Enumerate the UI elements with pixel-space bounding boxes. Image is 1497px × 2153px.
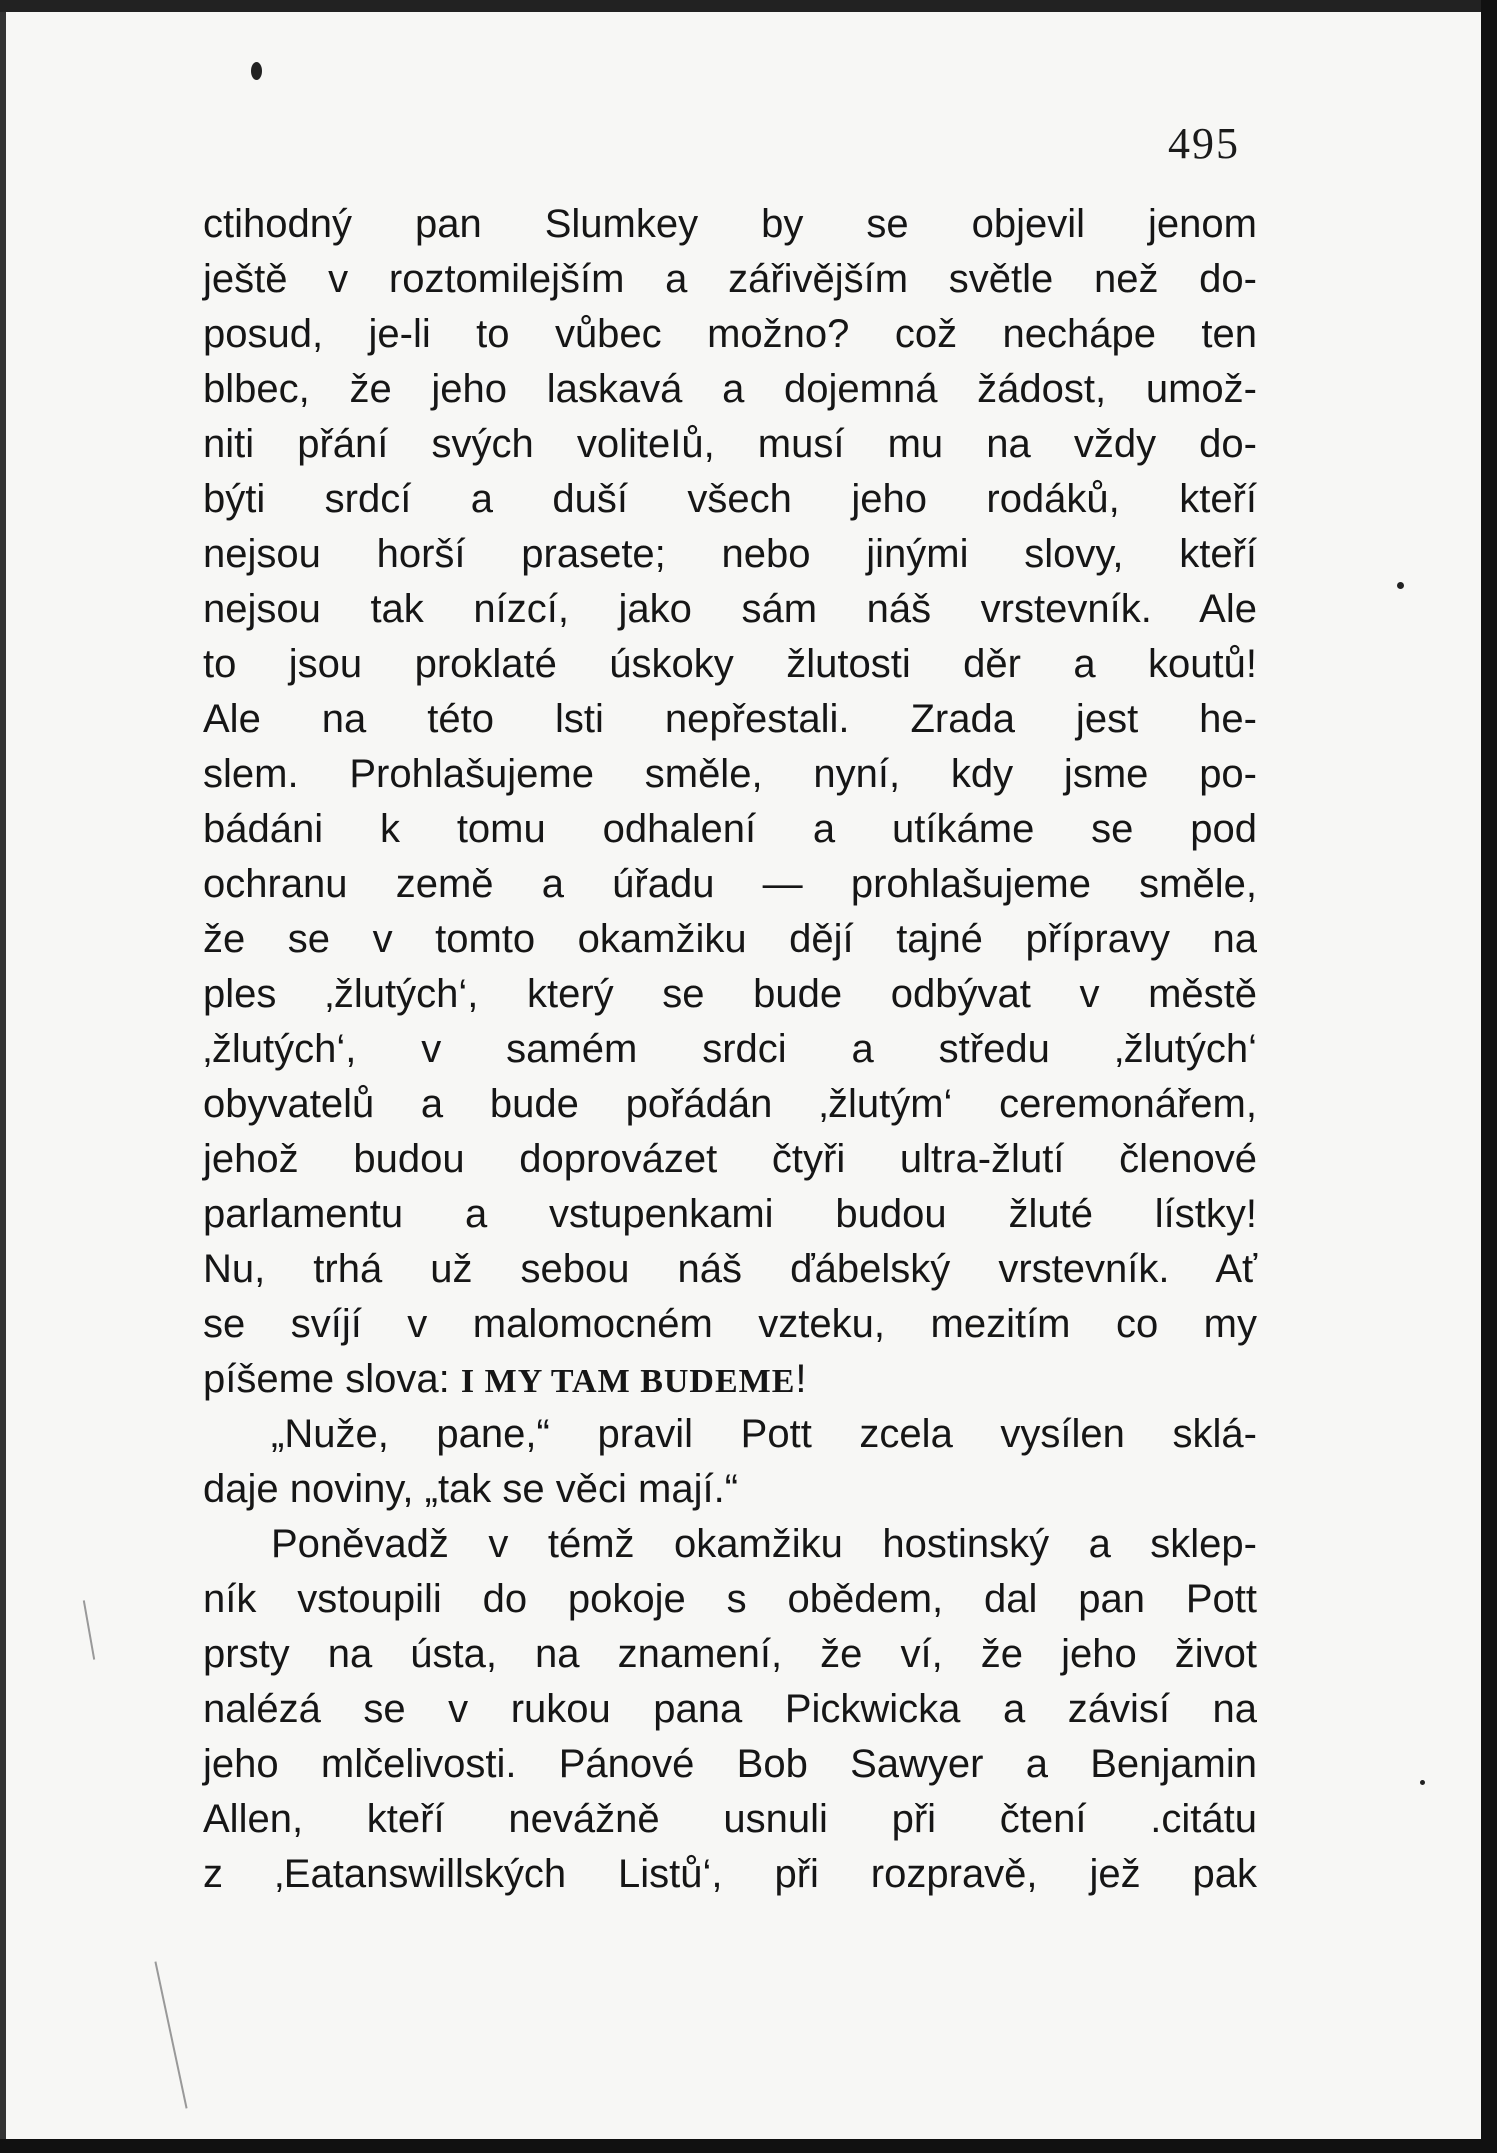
text-line: to jsou proklaté úskoky žlutosti děr a koutů!: [203, 642, 1257, 686]
text-line: ochranu země a úřadu — prohlašujeme směle,: [203, 862, 1257, 906]
scan-crease: [83, 1600, 95, 1659]
text-line: Allen, kteří nevážně usnuli při čtení .citátu: [203, 1797, 1257, 1841]
scan-speck: [1397, 582, 1404, 589]
text-line: se svíjí v malomocném vzteku, mezitím co my: [203, 1302, 1257, 1346]
text-line: Nu, trhá už sebou náš ďábelský vrstevník. Ať: [203, 1247, 1257, 1291]
text-line: „Nuže, pane,“ pravil Pott zcela vysílen sklá-: [271, 1412, 1257, 1456]
text-line: Ale na této lsti nepřestali. Zrada jest he-: [203, 697, 1257, 741]
text-line: býti srdcí a duší všech jeho rodáků, kteří: [203, 477, 1257, 521]
text-segment: píšeme slova:: [203, 1357, 461, 1401]
scan-right-edge: [1481, 0, 1497, 2153]
text-line: ník vstoupili do pokoje s obědem, dal pan Pott: [203, 1577, 1257, 1621]
text-segment: !: [795, 1357, 807, 1401]
body-text: [203, 197, 1257, 1902]
text-line: z ‚Eatanswillských Listů‘, při rozpravě, jež pak: [203, 1852, 1257, 1896]
scan-bottom-edge: [0, 2139, 1497, 2153]
text-line: jehož budou doprovázet čtyři ultra-žlutí členové: [203, 1137, 1257, 1181]
scan-top-edge: [0, 0, 1486, 12]
text-line: blbec, že jeho laskavá a dojemná žádost, umož-: [203, 367, 1257, 411]
text-line: bádáni k tomu odhalení a utíkáme se pod: [203, 807, 1257, 851]
scan-speck: [1420, 1780, 1425, 1785]
text-line: daje noviny, „tak se věci mají.“: [203, 1467, 739, 1511]
text-line: nejsou horší prasete; nebo jinými slovy, kteří: [203, 532, 1257, 576]
text-line: ještě v roztomilejším a zářivějším světle než do-: [203, 257, 1257, 301]
text-line: jeho mlčelivosti. Pánové Bob Sawyer a Benjamin: [203, 1742, 1257, 1786]
text-line: prsty na ústa, na znamení, že ví, že jeho život: [203, 1632, 1257, 1676]
scan-crease: [154, 1961, 187, 2108]
text-line: niti přání svých voliteIů, musí mu na vždy do-: [203, 422, 1257, 466]
scan-left-edge: [0, 0, 6, 2146]
text-line: ples ‚žlutých‘, který se bude odbývat v městě: [203, 972, 1257, 1016]
text-line: posud, je-li to vůbec možno? což nechápe ten: [203, 312, 1257, 356]
text-line: Poněvadž v témž okamžiku hostinský a sklep-: [271, 1522, 1257, 1566]
text-line: obyvatelů a bude pořádán ‚žlutým‘ ceremonářem,: [203, 1082, 1257, 1126]
text-line: ‚žlutých‘, v samém srdci a středu ‚žlutých‘: [203, 1027, 1257, 1071]
text-line-with-caps: [203, 1352, 1257, 1407]
small-caps-phrase: I MY TAM BUDEME: [460, 1363, 796, 1400]
text-line: parlamentu a vstupenkami budou žluté lístky!: [203, 1192, 1257, 1236]
text-line: nejsou tak nízcí, jako sám náš vrstevník. Ale: [203, 587, 1257, 631]
text-line: nalézá se v rukou pana Pickwicka a závisí na: [203, 1687, 1257, 1731]
scan-speck: [251, 62, 262, 80]
text-line: že se v tomto okamžiku dějí tajné přípravy na: [203, 917, 1257, 961]
text-line: ctihodný pan Slumkey by se objevil jenom: [203, 202, 1257, 246]
text-line: slem. Prohlašujeme směle, nyní, kdy jsme po-: [203, 752, 1257, 796]
page-number: 495: [1168, 119, 1240, 168]
